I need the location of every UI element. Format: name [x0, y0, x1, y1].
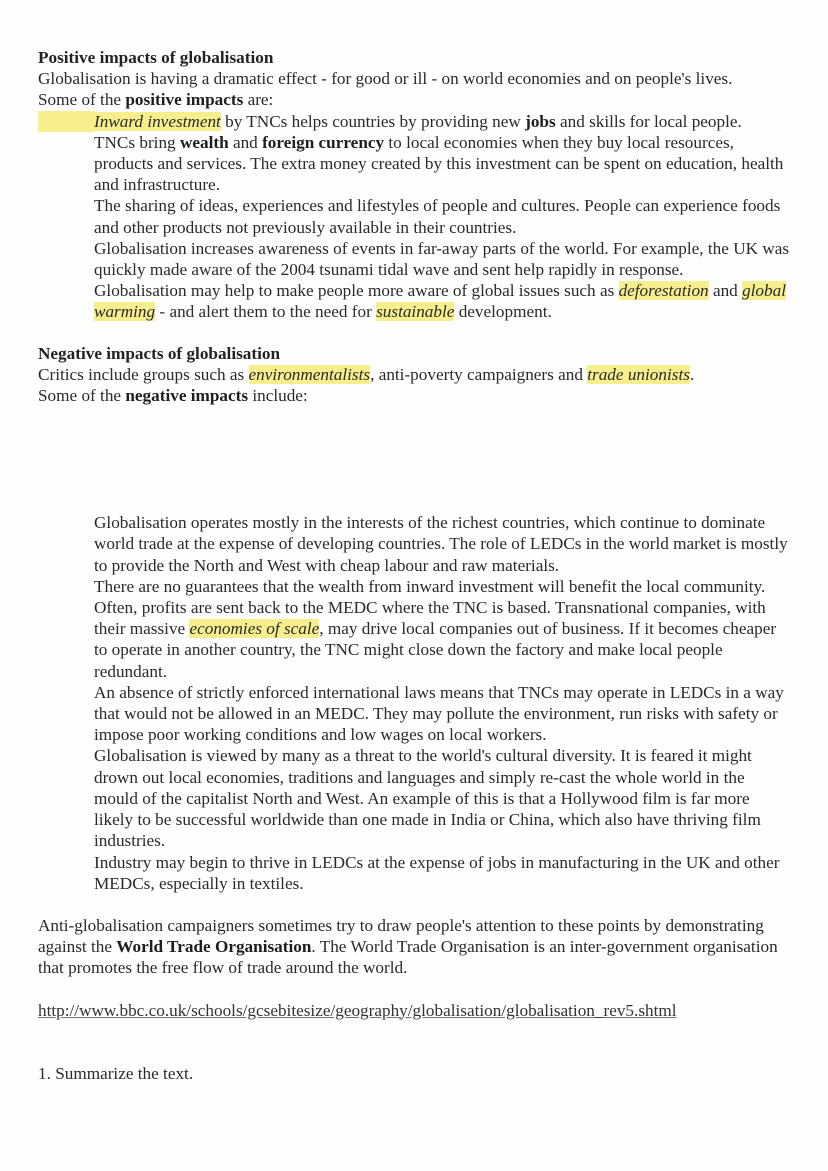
positive-item-wealth: TNCs bring wealth and foreign currency to local economies when they buy local resources, products and services. The extra money created by this investment can be spent on education, health and infrastructure.: [94, 132, 784, 195]
source-link[interactable]: http://www.bbc.co.uk/schools/gcsebitesize/geography/globalisation/globalisation_rev5.shtml: [38, 1000, 677, 1020]
positive-some-line: Some of the positive impacts are:: [38, 90, 274, 110]
positive-item-inward-investment: Inward investment by TNCs helps countries by providing new jobs and skills for local people.: [38, 111, 808, 132]
highlighted-term: Inward investment: [94, 111, 221, 131]
positive-intro: Globalisation is having a dramatic effect - for good or ill - on world economies and on people's lives.: [38, 69, 733, 89]
highlighted-term: deforestation: [618, 281, 709, 301]
highlighted-term: global: [742, 281, 786, 301]
document-page: [38, 47, 808, 1084]
highlighted-term: trade unionists: [587, 364, 690, 384]
negative-heading: Negative impacts of globalisation: [38, 343, 281, 363]
positive-item-awareness: Globalisation increases awareness of events in far-away parts of the world. For example, the UK was quickly made aware of the 2004 tsunami tidal wave and sent help rapidly in response.: [94, 238, 790, 280]
highlighted-term: economies of scale: [189, 619, 320, 639]
highlighted-term: sustainable: [376, 302, 455, 322]
highlighted-term: warming: [94, 302, 156, 322]
question-1: 1. Summarize the text.: [38, 1063, 194, 1083]
negative-item-laws: An absence of strictly enforced international laws means that TNCs may operate in LEDCs in a way that would not be allowed in an MEDC. They may pollute the environment, run risks with safety or impose poor working conditions and low wages on local workers.: [94, 682, 784, 745]
negative-item-industry: Industry may begin to thrive in LEDCs at the expense of jobs in manufacturing in the UK and other MEDCs, especially in textiles.: [94, 852, 780, 893]
positive-heading: Positive impacts of globalisation: [38, 48, 274, 67]
positive-item-sharing: The sharing of ideas, experiences and lifestyles of people and cultures. People can experience foods and other products not previously available in their countries.: [94, 196, 781, 237]
negative-item-cultural-diversity: Globalisation is viewed by many as a threat to the world's cultural diversity. It is feared it might drown out local economies, traditions and languages and simply re-cast the whole world in the mould of the capitalist North and West. An example of this is that a Hollywood film is far more likely to be successful worldwide than one made in India or China, which also have thriving film industries.: [94, 746, 761, 851]
highlighted-term: environmentalists: [248, 364, 371, 384]
negative-item-richest-countries: Globalisation operates mostly in the interests of the richest countries, which continue to dominate world trade at the expense of developing countries. The role of LEDCs in the world market is mostly to provide the North and West with cheap labour and raw materials.: [94, 513, 788, 575]
negative-item-no-guarantees: There are no guarantees that the wealth from inward investment will benefit the local community. Often, profits are sent back to the MEDC where the TNC is based. Transnational companies, with their massive economies of scale, may drive local companies out of business. If it becomes cheaper to operate in another country, the TNC might close down the factory and make local people redundant.: [94, 576, 777, 681]
closing-paragraph: Anti-globalisation campaigners sometimes try to draw people's attention to these points by demonstrating against the World Trade Organisation. The World Trade Organisation is an inter-government organisation that promotes the free flow of trade around the world.: [38, 915, 778, 978]
highlight-marker: [38, 111, 94, 132]
positive-item-global-issues: Globalisation may help to make people more aware of global issues such as deforestation and global warming - and alert them to the need for sustainable development.: [94, 281, 786, 322]
negative-some-line: Some of the negative impacts include:: [38, 386, 308, 406]
negative-critics: Critics include groups such as environmentalists, anti-poverty campaigners and trade unionists.: [38, 364, 695, 384]
